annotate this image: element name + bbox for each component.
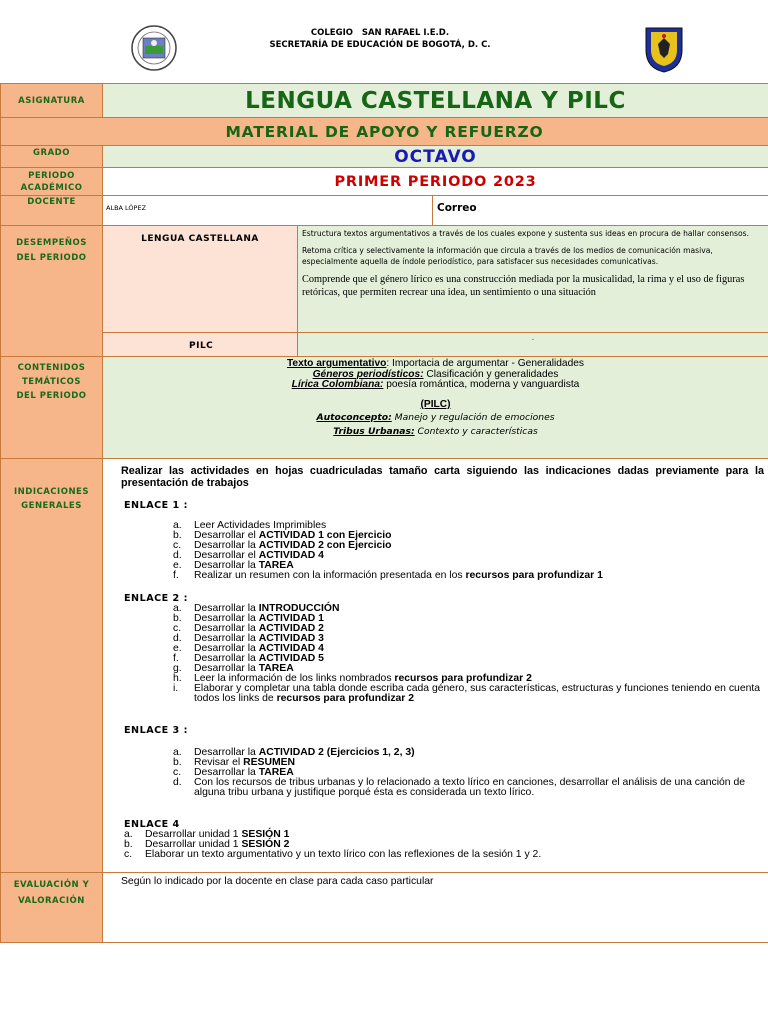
label-asignatura [1,84,103,118]
school-name: COLEGIO SAN RAFAEL I.E.D. [310,28,450,38]
list-item-text: Con los recursos de tribus urbanas y lo relacionado a texto lírico en canciones, desarrollar el análisis de una canción de alguna tribu urbana y justifique porqué ésta es considerada un texto lírico. [194,777,746,798]
contenido-6-text: Contexto y características [414,425,538,437]
list-marker: f. [173,570,179,581]
list-item [124,850,764,860]
list-item-text: Desarrollar la [194,653,259,664]
label-desempenos [1,226,103,357]
label-contenidos [1,357,103,459]
list-item-bold: SESIÓN 2 [241,839,290,850]
list-item-bold: ACTIVIDAD 3 [258,633,324,644]
list-item [173,684,764,704]
secretaria-name: SECRETARÍA DE EDUCACIÓN DE BOGOTÁ, D. C. [269,40,491,50]
list-item [173,571,764,581]
list-item-text: Desarrollar la [194,613,259,624]
list-item-bold: recursos para profundizar 2 [394,673,532,684]
label-periodo-line1: PERIODO [28,170,75,181]
list-marker: b. [173,757,182,768]
docente-name: ALBA LÓPEZ [106,204,147,212]
label-contenidos-line3: DEL PERIODO [16,391,87,401]
list-marker: h. [173,673,182,684]
contenido-1-title: Texto argumentativo [286,358,387,369]
list-item-text: Realizar un resumen con la información presentada en los [194,570,466,581]
list-item-bold: SESIÓN 1 [241,829,290,840]
list-item-text: Elaborar y completar una tabla donde escriba cada género, sus características, estructuras y funciones teniendo en cuenta todos los links de [194,683,761,704]
list-item-bold: TAREA [258,767,294,778]
desempeno-2: Retoma crítica y selectivamente la información que circula a través de los medios de comunicación masiva, especialmente aquella de índole periodístico, para satisfacer sus necesidades comunicativas. [302,246,713,266]
list-item-text: Desarrollar la [194,633,259,644]
list-item-text: Leer la información de los links nombrados [194,673,395,684]
contenidos-cell [103,357,768,459]
contenido-2-title: Géneros periodísticos: [312,368,424,380]
header-text [180,27,580,51]
list-item-text: Desarrollar la [194,767,259,778]
list-item-bold: TAREA [258,560,294,571]
label-contenidos-line1: CONTENIDOS [17,363,86,373]
enlace-3-title: ENLACE 3 : [124,725,188,736]
indicaciones-cell [103,459,768,873]
list-marker: c. [124,849,133,860]
enlace-1-list [173,521,764,581]
list-item-text: Desarrollar la [194,623,259,634]
label-indicaciones [1,459,103,873]
pilc-cell [103,333,298,357]
desempenos-text-cell [298,226,768,333]
enlace-3-list [173,748,764,798]
contenido-pilc-label: (PILC) [420,398,451,410]
enlace-4-title: ENLACE 4 [124,819,180,830]
contenido-1-text: : Importacia de argumentar - Generalidades [386,358,585,369]
contenido-5-text: Manejo y regulación de emociones [391,412,555,423]
lengua-castellana-label: LENGUA CASTELLANA [141,234,259,244]
contenido-3-text: poesía romántica, moderna y vanguardista [383,379,580,390]
list-item-bold: ACTIVIDAD 2 con Ejercicio [258,540,392,551]
label-desempenos-line1: DESEMPEÑOS [16,238,87,248]
label-indicaciones-line1: INDICACIONES [14,487,89,497]
list-item-text: Desarrollar unidad 1 [145,839,242,850]
indicaciones-intro: Realizar las actividades en hojas cuadriculadas tamaño carta siguiendo las indicaciones dadas previamente para la presentación de trabajos [121,465,764,489]
list-marker: d. [173,550,182,561]
docente-value [103,196,433,226]
list-marker: c. [173,767,182,778]
list-item-text: Desarrollar la [194,747,259,758]
lengua-castellana-cell [103,226,298,333]
desempeno-3: Comprende que el género lírico es una construcción mediada por la musicalidad, la rima y el uso de figuras retóricas, que permiten recrear una idea, un sentimiento o una situación [302,274,745,298]
list-item-bold: TAREA [258,663,294,674]
list-item-text: Desarrollar la [194,663,259,674]
list-marker: d. [173,633,182,644]
list-marker: f. [173,653,179,664]
list-item-bold: ACTIVIDAD 2 [258,623,324,634]
list-marker: e. [173,560,182,571]
label-docente-text: DOCENTE [27,197,76,207]
list-item-bold: ACTIVIDAD 4 [258,643,324,654]
list-marker: a. [173,520,182,531]
grado-value: OCTAVO [103,146,768,168]
label-desempenos-line2: DEL PERIODO [16,253,87,263]
label-evaluacion-line1: EVALUACIÓN Y [13,880,90,890]
enlace-4-list [124,830,764,860]
material-title: MATERIAL DE APOYO Y REFUERZO [1,118,768,146]
list-item-bold: RESUMEN [243,757,296,768]
list-item-text: Desarrollar el [194,530,259,541]
list-marker: c. [173,540,182,551]
list-marker: c. [173,623,182,634]
list-marker: a. [173,747,182,758]
label-grado [1,146,103,168]
enlace-2-title: ENLACE 2 : [124,593,188,604]
contenido-2-text: Clasificación y generalidades [423,368,559,380]
list-marker: d. [173,777,182,788]
pilc-label: PILC [189,341,214,351]
correo-cell [433,196,768,226]
list-marker: b. [173,530,182,541]
list-item-text: Desarrollar el [194,550,259,561]
list-item-text: Elaborar un texto argumentativo y un texto lírico con las reflexiones de la sesión 1 y 2. [145,849,542,860]
list-marker: b. [124,839,133,850]
contenido-autoconcepto [103,413,768,424]
school-logo [130,24,178,72]
list-marker: i. [173,683,179,694]
desempeno-1: Estructura textos argumentativos a través de los cuales expone y sustenta sus ideas en procura de hallar consensos. [302,229,750,238]
list-marker: e. [173,643,182,654]
contenido-5-title: Autoconcepto: [316,412,392,423]
list-item-text: Desarrollar la [194,643,259,654]
list-item-text: Desarrollar la [194,540,259,551]
contenido-6-title: Tribus Urbanas: [333,425,415,437]
list-item-bold: INTRODUCCIÓN [258,603,340,614]
label-indicaciones-line2: GENERALES [21,501,82,511]
label-docente [1,196,103,226]
list-item-text: Desarrollar la [194,560,259,571]
list-item-bold: ACTIVIDAD 4 [258,550,324,561]
evaluacion-value: Según lo indicado por la docente en clase para cada caso particular [103,873,768,943]
list-item-bold: recursos para profundizar 1 [465,570,603,581]
list-item [173,778,764,798]
list-marker: a. [124,829,133,840]
list-item-bold: recursos para profundizar 2 [276,693,415,704]
asignatura-title: LENGUA CASTELLANA Y PILC [103,84,768,118]
list-item-text: Desarrollar la [194,603,259,614]
label-periodo [1,168,103,196]
list-item-text: Desarrollar unidad 1 [145,829,242,840]
periodo-value: PRIMER PERIODO 2023 [103,168,768,196]
enlace-2-list [173,604,764,704]
pilc-value: . [298,333,768,357]
list-item-bold: ACTIVIDAD 2 (Ejercicios 1, 2, 3) [258,747,415,758]
contenido-pilc [103,400,768,411]
list-marker: b. [173,613,182,624]
label-grado-text: GRADO [33,148,70,158]
label-evaluacion [1,873,103,943]
enlace-1-title: ENLACE 1 : [124,500,188,511]
list-marker: g. [173,663,182,674]
label-asignatura-text: ASIGNATURA [18,95,85,106]
label-periodo-line2: ACADÉMICO [20,182,83,193]
contenido-3-title: Lírica Colombiana: [291,379,384,390]
list-item-bold: ACTIVIDAD 1 [258,613,324,624]
course-info-table [0,83,768,943]
list-item-bold: ACTIVIDAD 1 con Ejercicio [258,530,392,541]
label-evaluacion-line2: VALORACIÓN [18,896,85,906]
contenido-lirica [103,380,768,391]
list-item-text: Leer Actividades Imprimibles [194,520,327,531]
list-item-bold: ACTIVIDAD 5 [258,653,324,664]
list-marker: a. [173,603,182,614]
list-item-text: Revisar el [194,757,244,768]
contenido-tribus [103,427,768,438]
bogota-coat-of-arms [640,24,688,74]
label-contenidos-line2: TEMÁTICOS [21,377,82,387]
correo-label: Correo [437,202,477,214]
